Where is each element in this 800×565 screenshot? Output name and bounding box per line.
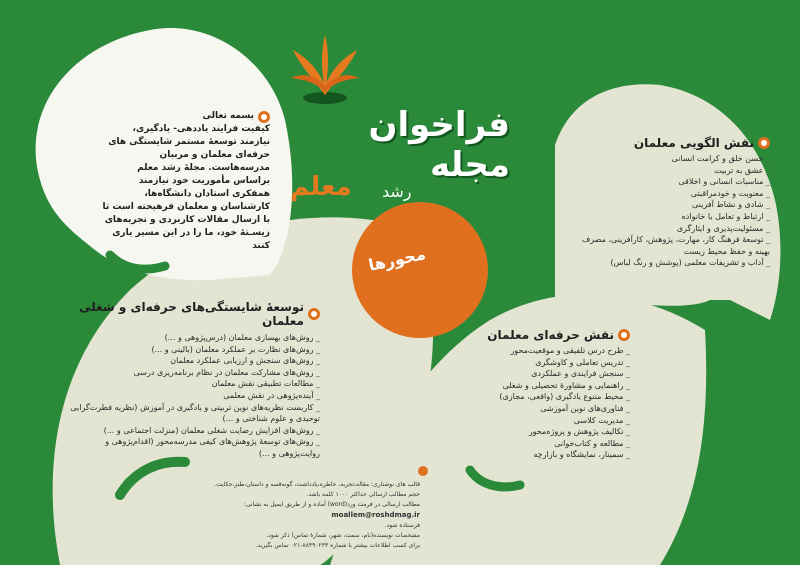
- list-item: _ توسعهٔ فرهنگ کار، مهارت، پژوهش، کارآفرینی، مصرف بهینه و حفظ محیط زیست: [580, 234, 770, 257]
- list-item: _ تدریس تعاملی و کاوشگری: [460, 357, 630, 369]
- guideline-line: فرستاده شود.: [384, 522, 420, 529]
- magazine-call-title: فراخوان مجله: [368, 105, 510, 185]
- list-item: _ روش‌های نظارت بر عملکرد معلمان (بالینی و ...): [70, 344, 320, 356]
- section-bullet-icon: [618, 329, 630, 341]
- guideline-line: مشخصات نویسنده(نام، سمت، شهر، شمارهٔ تماس) ذکر شود.: [266, 532, 420, 539]
- plant-logo-icon: [285, 30, 365, 110]
- intro-heading-text: بسمه تعالی: [202, 111, 254, 121]
- list-item: _ مسئولیت‌پذیری و ایثارگری: [580, 223, 770, 235]
- list-item: _ محیط متنوع یادگیری (واقعی، مجازی): [460, 391, 630, 403]
- section-bullet-icon: [258, 111, 270, 123]
- brand-prefix: رشد: [382, 182, 412, 201]
- section-bullet-icon: [758, 137, 770, 149]
- list-item: _ ارتباط و تعامل با خانواده: [580, 211, 770, 223]
- contact-email-link[interactable]: moallem@roshdmag.ir: [331, 511, 420, 519]
- list-item: _ سنجش فرایندی و عملکردی: [460, 368, 630, 380]
- section-title: [460, 328, 630, 342]
- professional-list: [460, 345, 630, 461]
- section-title-text: نقش الگویی معلمان: [633, 136, 754, 150]
- list-item: _ شادی و نشاط آفرینی: [580, 199, 770, 211]
- guideline-line: برای کسب اطلاعات بیشتر با شماره ۸۸۴۹۰۲۳۳-۰۲۱ تماس بگیرید.: [255, 542, 420, 549]
- section-title-text: نقش حرفه‌ای معلمان: [487, 328, 614, 342]
- list-item: _ آینده‌پژوهی در نقش معلمی: [70, 390, 320, 402]
- section-title: [70, 300, 320, 328]
- list-item: _ فناوری‌های نوین آموزشی: [460, 403, 630, 415]
- list-item: _ مدیریت کلاسی: [460, 415, 630, 427]
- list-item: _ سمینار، نمایشگاه و بازارچه: [460, 449, 630, 461]
- section-professional: [460, 328, 630, 461]
- section-title: [580, 136, 770, 150]
- list-item: _ کاربست نظریه‌های نوین تربیتی و یادگیری در آموزش (نظریه فطرت‌گرایی توحیدی و علوم شناختی و ...): [70, 402, 320, 425]
- section-title-text: توسعهٔ شایستگی‌های حرفه‌ای و شغلی معلمان: [79, 300, 304, 328]
- guideline-line: [170, 500, 420, 521]
- list-item: _ روش‌های سنجش و ارزیابی عملکرد معلمان: [70, 355, 320, 367]
- section-competency: [70, 300, 320, 460]
- brand-logo: [290, 162, 430, 208]
- intro-body: کیفیت فرایند یاددهی- یادگیری، نیازمند توسعهٔ مستمر شایستگی های حرفه‌ای معلمان و مربیان مدرسه‌هاست. مجلهٔ رشد معلم براساس مأموریت خود نیازمند همفکری استادان دانشگاه‌ها، کارشناسان و معلمان فرهیخته است تا با ارسال مقالات کاربردی و تجربه‌های زیسـتهٔ خود، ما را در این مسیر یاری کنند: [102, 124, 270, 251]
- intro-heading: [100, 110, 270, 123]
- list-item: _ روش‌های توسعهٔ پژوهش‌های کیفی مدرسه‌محور (اقدام‌پژوهی و روایت‌پژوهی و ...): [70, 436, 320, 459]
- brand-name: معلم: [290, 172, 352, 202]
- list-item: _ آداب و تشریفات معلمی (پوشش و رنگ لباس): [580, 257, 770, 269]
- list-item: _ عشق به تربیت: [580, 165, 770, 177]
- list-item: _ مطالعه و کتاب‌خوانی: [460, 438, 630, 450]
- section-bullet-icon: [308, 308, 320, 320]
- list-item: _ روش‌های افزایش رضایت شغلی معلمان (منزلت اجتماعی و ...): [70, 425, 320, 437]
- list-item: _ طرح درس تلفیقی و موقعیت‌محور: [460, 345, 630, 357]
- list-item: _ راهنمایی و مشاورهٔ تحصیلی و شغلی: [460, 380, 630, 392]
- competency-list: [70, 332, 320, 460]
- list-item: _ تکالیف پژوهش و پروژه‌محور: [460, 426, 630, 438]
- list-item: _ روش‌های بهسازی معلمان (درس‌پژوهی و ...): [70, 332, 320, 344]
- axes-badge: محورها: [366, 244, 428, 275]
- guideline-text: مطالب ارسالی در فرمت ورد(word) آماده و از طریق ایمیل به نشانی:: [243, 501, 420, 508]
- guideline-line: قالب های نوشتاری: مقاله،تجربه، خاطره،یادداشت، گونه‌قصه و داستان،طنز،حکایت.: [214, 481, 420, 488]
- list-item: _ مطالعات تطبیقی نقش معلمان: [70, 378, 320, 390]
- role-model-list: [580, 153, 770, 269]
- guideline-line: حجم مطالب ارسالی حداکثر ۱۰۰۰ کلمه باشد.: [306, 491, 420, 498]
- submission-guidelines: [170, 480, 420, 551]
- list-item: _ روش‌های مشارکت معلمان در نظام برنامه‌ریزی درسی: [70, 367, 320, 379]
- section-bullet-icon: [418, 466, 428, 476]
- list-item: _ مناسبات انسانی و اخلاقی: [580, 176, 770, 188]
- list-item: _ معنویت و خودمراقبتی: [580, 188, 770, 200]
- section-role-model: [580, 136, 770, 269]
- intro-block: [100, 110, 270, 253]
- list-item: _ حسن خلق و کرامت انسانی: [580, 153, 770, 165]
